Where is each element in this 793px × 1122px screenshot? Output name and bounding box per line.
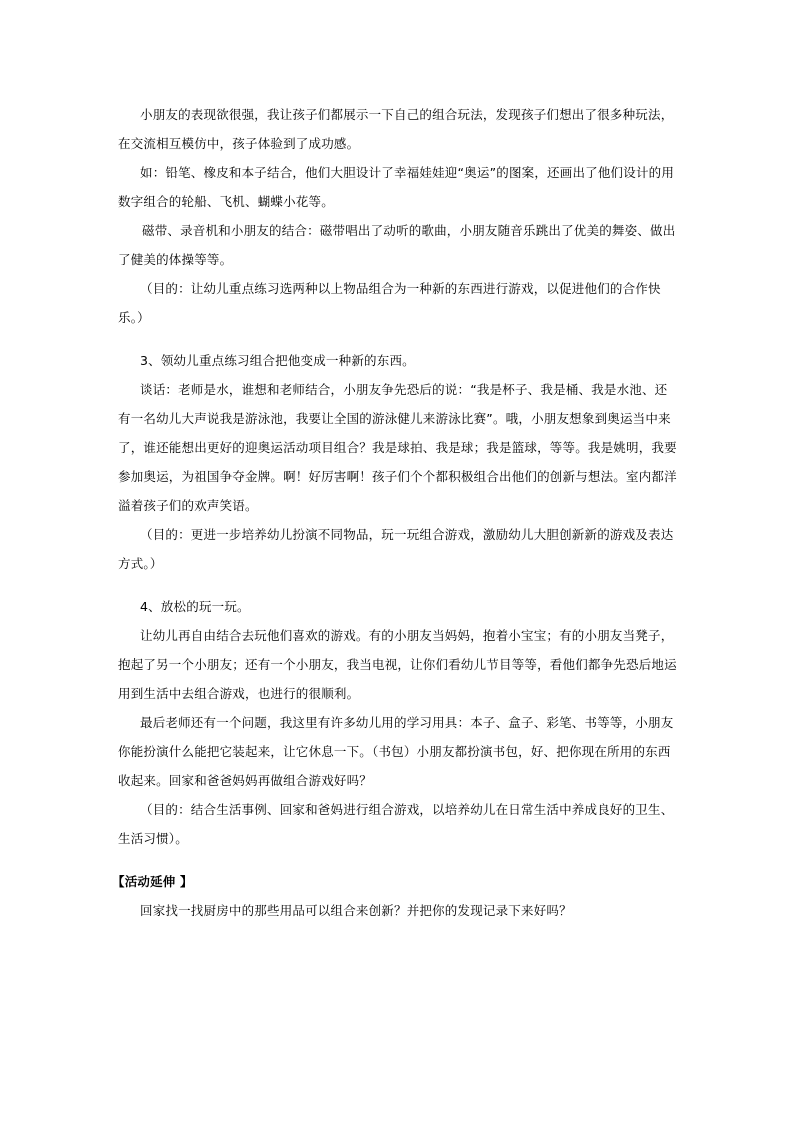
paragraph-goal-3: （目的：结合生活事例、回家和爸妈进行组合游戏，以培养幼儿在日常生活中养成良好的卫生、生活习惯）。 <box>118 802 674 846</box>
paragraph-example-stationery: 如：铅笔、橡皮和本子结合，他们大胆设计了幸福娃娃迎“奥运”的图案，还画出了他们设计的用数字组合的轮船、飞机、蝴蝶小花等。 <box>118 165 675 209</box>
section-title-extension: 【活动延伸 】 <box>112 874 193 889</box>
paragraph-goal-2: （目的：更进一步培养幼儿扮演不同物品，玩一玩组合游戏，激励幼儿大胆创新新的游戏及表达方式。） <box>118 527 674 571</box>
spacer <box>118 853 678 867</box>
document-body <box>112 100 678 925</box>
spacer <box>118 578 678 592</box>
paragraph-final-question: 最后老师还有一个问题，我这里有许多幼儿用的学习用具：本子、盒子、彩笔、书等等，小朋友你能扮演什么能把它装起来，让它休息一下。（书包）小朋友都扮演书包，好、把你现在所用的东西收起来。回家和爸爸妈妈再做组合游戏好吗？ <box>118 715 674 788</box>
paragraph-showcase: 小朋友的表现欲很强，我让孩子们都展示一下自己的组合玩法，发现孩子们想出了很多种玩法，在交流相互模仿中，孩子体验到了成功感。 <box>118 107 674 151</box>
paragraph-dialogue: 谈话：老师是水，谁想和老师结合，小朋友争先恐后的说：“我是杯子、我是桶、我是水池、还有一名幼儿大声说我是游泳池，我要让全国的游泳健儿来游泳比赛”。哦，小朋友想象到奥运当中来了，谁还能想出更好的迎奥运活动项目组合？我是球拍、我是球；我是篮球，等等。我是姚明，我要参加奥运，为祖国争夺金牌。啊！好厉害啊！孩子们个个都积极组合出他们的创新与想法。室内都洋溢着孩子们的欢声笑语。 <box>118 382 677 513</box>
spacer <box>118 332 678 346</box>
step-3-heading: 3、领幼儿重点练习组合把他变成一种新的东西。 <box>140 353 415 368</box>
paragraph-homework: 回家找一找厨房中的那些用品可以组合来创新？并把你的发现记录下来好吗？ <box>140 903 572 918</box>
step-4-heading: 4、放松的玩一玩。 <box>140 599 250 614</box>
paragraph-example-tape: 磁带、录音机和小朋友的结合：磁带唱出了动听的歌曲，小朋友随音乐跳出了优美的舞姿、做出了健美的体操等等。 <box>118 223 676 267</box>
paragraph-goal-1: （目的：让幼儿重点练习选两种以上物品组合为一种新的东西进行游戏，以促进他们的合作快乐。） <box>118 281 661 325</box>
paragraph-free-play: 让幼儿再自由结合去玩他们喜欢的游戏。有的小朋友当妈妈，抱着小宝宝；有的小朋友当凳子，抱起了另一个小朋友；还有一个小朋友，我当电视，让你们看幼儿节目等等，看他们都争先恐后地运用到生活中去组合游戏，也进行的很顺利。 <box>118 628 677 701</box>
